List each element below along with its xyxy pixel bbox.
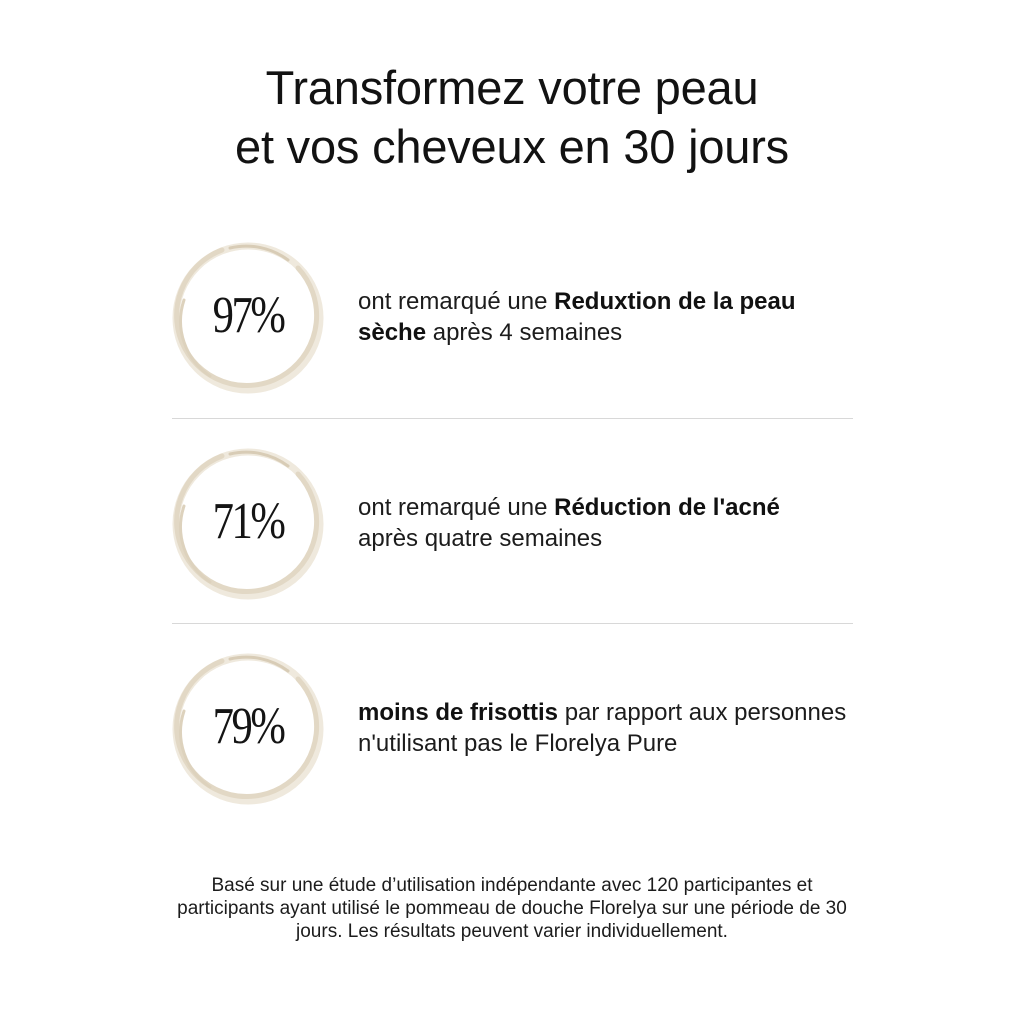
divider-2: [172, 623, 853, 624]
stat-text-post: après 4 semaines: [426, 319, 623, 346]
stat-row-frizz: [0, 651, 1024, 811]
stat-text-highlight: moins de frisottis: [358, 699, 559, 726]
divider-1: [172, 418, 853, 419]
stat-value: 97%: [212, 287, 284, 344]
stat-row-dry-skin: [0, 240, 1024, 400]
stat-text-post: par rapport aux personnes n'utilisant pas le Florelya Pure: [358, 699, 847, 757]
stat-text-post: après quatre semaines: [358, 525, 603, 552]
headline: [0, 58, 1024, 176]
stat-text-pre: ont remarqué une: [358, 288, 555, 315]
stat-text-pre: ont remarqué une: [358, 494, 555, 521]
stat-description: [358, 286, 808, 348]
headline-line-1: Transformez votre peau: [265, 61, 759, 114]
headline-line-2: et vos cheveux en 30 jours: [235, 120, 789, 173]
stat-value: 79%: [212, 698, 284, 755]
stat-value: 71%: [212, 493, 284, 550]
stat-text-highlight: Réduction de l'acné: [554, 494, 780, 521]
stat-row-acne: [0, 446, 1024, 606]
stat-text-highlight: Reduxtion de la peau sèche: [358, 288, 796, 346]
stat-description: [358, 697, 878, 759]
study-footnote: Basé sur une étude d’utilisation indépendante avec 120 participantes et participants ayant utilisé le pommeau de douche Florelya sur une période de 30 jours. Les résultats peuvent varier individuellement.: [177, 875, 847, 942]
stat-description: [358, 492, 858, 554]
